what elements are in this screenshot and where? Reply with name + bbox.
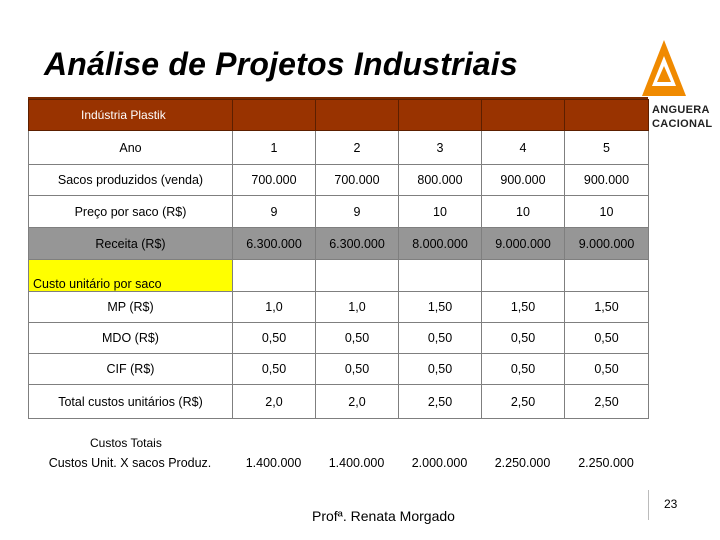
row-label: MP (R$) xyxy=(29,292,233,323)
cell: 0,50 xyxy=(316,323,399,354)
cell: 0,50 xyxy=(316,354,399,385)
table-row-receita xyxy=(29,228,649,260)
page-number-divider xyxy=(648,490,649,520)
cell: 2,50 xyxy=(482,385,565,419)
cell: 9 xyxy=(233,196,316,228)
cell: 9.000.000 xyxy=(565,228,649,260)
cell: 9 xyxy=(316,196,399,228)
cell: 0,50 xyxy=(565,354,649,385)
cell: 8.000.000 xyxy=(399,228,482,260)
cell: 0,50 xyxy=(482,323,565,354)
table-row-mdo xyxy=(29,323,649,354)
cell: 0,50 xyxy=(233,354,316,385)
cell: 1,50 xyxy=(399,292,482,323)
cell: 3 xyxy=(399,131,482,165)
cell: 2,0 xyxy=(233,385,316,419)
row-label: Preço por saco (R$) xyxy=(29,196,233,228)
row-label: CIF (R$) xyxy=(29,354,233,385)
cell: 1 xyxy=(233,131,316,165)
cell: 5 xyxy=(565,131,649,165)
cell: 10 xyxy=(482,196,565,228)
cell: 900.000 xyxy=(565,165,649,196)
table-row-custo-unitario-header xyxy=(29,260,649,292)
cell: 700.000 xyxy=(233,165,316,196)
company-name: Indústria Plastik xyxy=(29,100,233,131)
cell: 9.000.000 xyxy=(482,228,565,260)
cell: 0,50 xyxy=(565,323,649,354)
custos-totais-row xyxy=(28,456,648,476)
cell: 10 xyxy=(399,196,482,228)
logo-text-line2: CACIONAL xyxy=(652,118,713,130)
cell: 6.300.000 xyxy=(233,228,316,260)
cell: 2.250.000 xyxy=(578,456,634,470)
row-label: Total custos unitários (R$) xyxy=(29,385,233,419)
cell: 6.300.000 xyxy=(316,228,399,260)
cell: 700.000 xyxy=(316,165,399,196)
cell: 1.400.000 xyxy=(245,456,302,470)
row-label: Receita (R$) xyxy=(29,228,233,260)
row-label: Custos Unit. X sacos Produz. xyxy=(48,456,212,470)
table-row-ano xyxy=(29,131,649,165)
cell: 0,50 xyxy=(399,354,482,385)
table-row-sacos xyxy=(29,165,649,196)
cell: 0,50 xyxy=(233,323,316,354)
cell: 2.000.000 xyxy=(411,456,468,470)
cell: 0,50 xyxy=(482,354,565,385)
row-label: MDO (R$) xyxy=(29,323,233,354)
row-label: Ano xyxy=(29,131,233,165)
cell: 0,50 xyxy=(399,323,482,354)
cell: 4 xyxy=(482,131,565,165)
section-label: Custo unitário por saco xyxy=(29,260,233,292)
cell: 10 xyxy=(565,196,649,228)
cell: 2,50 xyxy=(399,385,482,419)
cell: 1,0 xyxy=(233,292,316,323)
cell: 2,0 xyxy=(316,385,399,419)
slide-title: Análise de Projetos Industriais xyxy=(44,46,518,82)
custos-totais-title: Custos Totais xyxy=(90,436,162,450)
table-row-cif xyxy=(29,354,649,385)
footer-author: Profª. Renata Morgado xyxy=(312,508,455,524)
cell: 800.000 xyxy=(399,165,482,196)
cell: 1,50 xyxy=(565,292,649,323)
table-row-total-custos xyxy=(29,385,649,419)
cell: 2.250.000 xyxy=(494,456,551,470)
projects-table xyxy=(28,99,649,419)
cell: 1,50 xyxy=(482,292,565,323)
row-label: Sacos produzidos (venda) xyxy=(29,165,233,196)
cell: 900.000 xyxy=(482,165,565,196)
table-header-row xyxy=(29,100,649,131)
table-row-mp xyxy=(29,292,649,323)
logo-text-line1: ANGUERA xyxy=(652,104,710,116)
cell: 2 xyxy=(316,131,399,165)
cell: 2,50 xyxy=(565,385,649,419)
cell: 1,0 xyxy=(316,292,399,323)
cell: 1.400.000 xyxy=(328,456,385,470)
page-number: 23 xyxy=(664,497,678,511)
table-row-preco xyxy=(29,196,649,228)
